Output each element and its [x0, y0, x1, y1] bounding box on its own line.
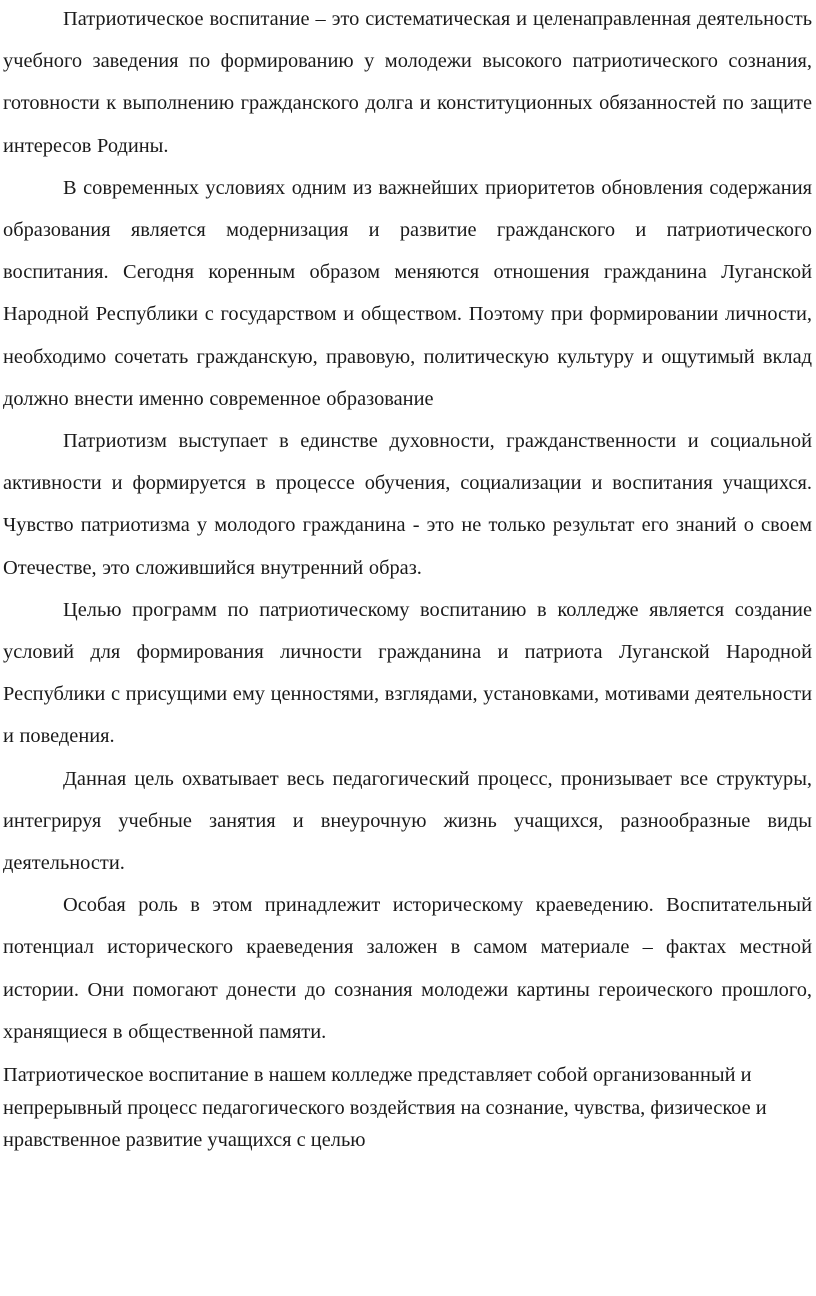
paragraph-5: Данная цель охватывает весь педагогический процесс, пронизывает все структуры, интегрируя учебные занятия и внеурочную жизнь учащихся, разнообразные виды деятельности.	[3, 767, 812, 875]
final-section	[0, 1059, 816, 1157]
final-paragraph: Патриотическое воспитание в нашем колледже представляет собой организованный и непрерывный процесс педагогического воздействия на сознание, чувства, физическое и нравственное развитие учащихся с целью	[3, 1064, 767, 1152]
paragraph-3: Патриотизм выступает в единстве духовности, гражданственности и социальной активности и формируется в процессе обучения, социализации и воспитания учащихся. Чувство патриотизма у молодого гражданина - это не только результат его знаний о своем Отечестве, это сложившийся внутренний образ.	[3, 430, 812, 579]
paragraph-4: Целью программ по патриотическому воспитанию в колледже является создание условий для формирования личности гражданина и патриота Луганской Народной Республики с присущими ему ценностями, взглядами, установками, мотивами деятельности и поведения.	[3, 598, 812, 748]
paragraph-2: В современных условиях одним из важнейших приоритетов обновления содержания образования является модернизация и развитие гражданского и патриотического воспитания. Сегодня коренным образом меняются отношения гражданина Луганской Народной Республики с государством и обществом. Поэтому при формировании личности, необходимо сочетать гражданскую, правовую, политическую культуру и ощутимый вклад должно внести именно современное образование	[3, 176, 812, 410]
paragraph-6: Особая роль в этом принадлежит историческому краеведению. Воспитательный потенциал исторического краеведения заложен в самом материале – фактах местной истории. Они помогают донести до сознания молодежи картины героического прошлого, хранящиеся в общественной памяти.	[3, 894, 812, 1043]
paragraph-1: Патриотическое воспитание – это систематическая и целенаправленная деятельность учебного заведения по формированию у молодежи высокого патриотического сознания, готовности к выполнению гражданского долга и конституционных обязанностей по защите интересов Родины.	[3, 8, 812, 157]
